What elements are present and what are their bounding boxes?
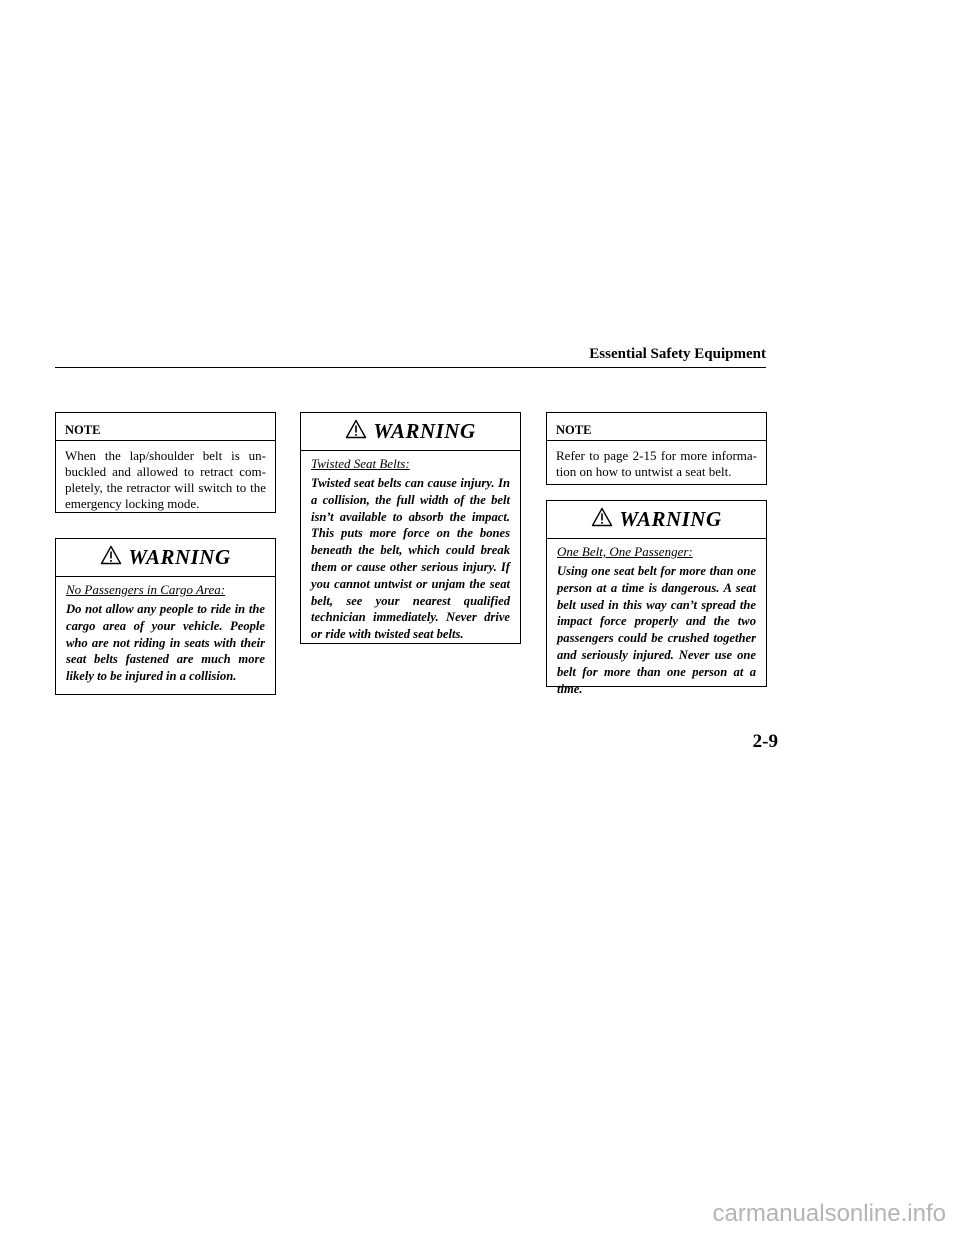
warning-triangle-icon [345,419,367,444]
warning-subtitle: No Passengers in Cargo Area: [66,582,226,597]
warning-heading: WARNING [619,507,722,531]
note-box-untwist [546,412,767,485]
watermark-text: carmanualsonline.info [712,1200,946,1227]
warning-box-one-belt [546,500,767,696]
note-body: When the lap/shoulder belt is unbuckled and allowed to retract completely, the retractor will switch to the emergency locking mode. [65,448,266,511]
warning-triangle-icon [100,545,122,570]
warning-header [301,413,520,451]
warning-header [56,539,275,577]
warning-subtitle: Twisted Seat Belts: [311,456,410,471]
warning-body: Do not allow any people to ride in the cargo area of your vehicle. People who are not riding in seats with their seat belts fastened are much more likely to be injured in a collision. [66,602,265,684]
warning-triangle-icon [591,507,613,532]
page-number: 2-9 [752,731,778,752]
note-body: Refer to page 2-15 for more information on how to untwist a seat belt. [556,448,757,479]
warning-header [547,501,766,539]
note-heading: NOTE [547,413,766,441]
warning-heading: WARNING [128,545,231,569]
note-heading: NOTE [56,413,275,441]
warning-body: Using one seat belt for more than one person at a time is dangerous. A seat belt used in this way can’t spread the impact force properly and the two passengers could be crushed together and seriously injured. Never use one belt for more than one person at a time. [557,564,756,696]
section-title: Essential Safety Equipment [589,346,766,362]
warning-body: Twisted seat belts can cause injury. In a collision, the full width of the belt isn’t available to absorb the impact. This puts more force on the bones beneath the belt, which could break them or cause other serious injury. If you cannot untwist or unjam the seat belt, see your nearest qualified technician immediately. Never drive or ride with twisted seat belts. [311,476,510,642]
warning-box-twisted-belts [300,412,521,644]
warning-heading: WARNING [373,419,476,443]
header-rule [55,367,766,368]
note-box-retractor [55,412,276,513]
warning-box-cargo [55,538,276,695]
warning-subtitle: One Belt, One Passenger: [557,544,693,559]
